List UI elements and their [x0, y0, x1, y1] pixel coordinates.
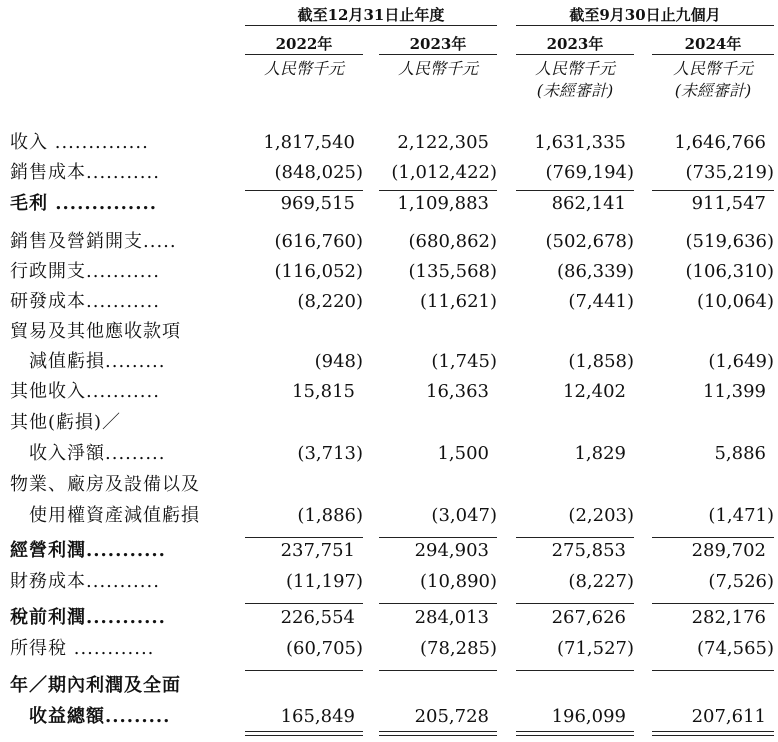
header-group-nine-months: 截至9月30日止九個月 [569, 6, 721, 24]
row-label: 毛利 .............. [10, 193, 157, 214]
row-value: 282,176 [691, 607, 766, 628]
row-value: (8,220) [297, 291, 363, 312]
col-unit-note-3: (未經審計) [536, 81, 614, 100]
row-value: (769,194) [545, 162, 634, 183]
col-year-1: 2022年 [275, 35, 333, 53]
row-label: 物業、廠房及設備以及 [10, 474, 200, 495]
row-value: 1,817,540 [263, 132, 355, 153]
row-value: (1,886) [297, 505, 363, 526]
row-value: (11,621) [419, 291, 497, 312]
row-value: 11,399 [703, 381, 766, 402]
header-group-annual: 截至12月31日止年度 [297, 6, 445, 24]
row-label: 收入淨額......... [10, 443, 166, 464]
row-label: 所得稅 ............ [10, 638, 155, 659]
col-year-2: 2023年 [409, 35, 467, 53]
row-value: (948) [314, 351, 363, 372]
row-value: (1,858) [568, 351, 634, 372]
row-value: (71,527) [556, 638, 634, 659]
row-value: 165,849 [280, 706, 355, 727]
row-value: (135,568) [408, 261, 497, 282]
row-value: (1,471) [708, 505, 774, 526]
row-value: 5,886 [714, 443, 766, 464]
row-value: (519,636) [685, 231, 774, 252]
row-value: 1,109,883 [397, 193, 489, 214]
row-value: 284,013 [414, 607, 489, 628]
row-value: (848,025) [274, 162, 363, 183]
row-value: (74,565) [696, 638, 774, 659]
row-label: 稅前利潤........... [10, 607, 166, 628]
row-value: (2,203) [568, 505, 634, 526]
row-value: 289,702 [691, 540, 766, 561]
row-value: (502,678) [545, 231, 634, 252]
row-value: 969,515 [280, 193, 355, 214]
row-value: (3,047) [431, 505, 497, 526]
row-value: 207,611 [691, 706, 766, 727]
col-year-4: 2024年 [684, 35, 742, 53]
row-label: 年／期內利潤及全面 [10, 675, 181, 696]
row-label: 貿易及其他應收款項 [10, 321, 181, 342]
col-unit-4: 人民幣千元 [672, 59, 753, 78]
col-unit-2: 人民幣千元 [397, 59, 478, 78]
row-label: 收益總額......... [10, 706, 171, 727]
row-value: (680,862) [408, 231, 497, 252]
row-label: 減值虧損......... [10, 351, 166, 372]
row-value: 205,728 [414, 706, 489, 727]
row-value: (106,310) [685, 261, 774, 282]
col-year-3: 2023年 [546, 35, 604, 53]
row-value: 267,626 [551, 607, 626, 628]
row-label: 研發成本........... [10, 291, 160, 312]
row-value: 226,554 [280, 607, 355, 628]
row-value: (10,064) [696, 291, 774, 312]
row-value: (7,526) [708, 571, 774, 592]
row-value: (735,219) [685, 162, 774, 183]
col-unit-3: 人民幣千元 [534, 59, 615, 78]
row-label: 其他收入........... [10, 381, 160, 402]
row-label: 銷售及營銷開支..... [10, 231, 177, 252]
row-value: 1,500 [437, 443, 489, 464]
row-value: (1,649) [708, 351, 774, 372]
row-value: 911,547 [691, 193, 766, 214]
row-label: 行政開支........... [10, 261, 160, 282]
row-value: (1,745) [431, 351, 497, 372]
row-value: 196,099 [551, 706, 626, 727]
col-unit-1: 人民幣千元 [263, 59, 344, 78]
row-value: 1,646,766 [674, 132, 766, 153]
row-value: 237,751 [280, 540, 355, 561]
row-label: 使用權資產減值虧損 [10, 505, 200, 526]
row-value: (3,713) [297, 443, 363, 464]
row-value: 275,853 [551, 540, 626, 561]
row-value: (60,705) [285, 638, 363, 659]
row-value: 2,122,305 [397, 132, 489, 153]
row-value: 862,141 [551, 193, 626, 214]
row-label: 經營利潤........... [10, 540, 166, 561]
row-value: (11,197) [285, 571, 363, 592]
row-label: 銷售成本........... [10, 162, 160, 183]
row-value: 1,829 [574, 443, 626, 464]
row-value: (78,285) [419, 638, 497, 659]
row-value: (1,012,422) [391, 162, 497, 183]
row-value: (116,052) [274, 261, 363, 282]
row-value: 15,815 [292, 381, 355, 402]
row-value: 12,402 [563, 381, 626, 402]
row-value: (616,760) [274, 231, 363, 252]
row-label: 其他(虧損)／ [10, 412, 122, 433]
row-value: (86,339) [556, 261, 634, 282]
row-label: 收入 .............. [10, 132, 149, 153]
row-label: 財務成本........... [10, 571, 160, 592]
row-value: (10,890) [419, 571, 497, 592]
row-value: 1,631,335 [534, 132, 626, 153]
col-unit-note-4: (未經審計) [674, 81, 752, 100]
row-value: 16,363 [426, 381, 489, 402]
row-value: (7,441) [568, 291, 634, 312]
row-value: 294,903 [414, 540, 489, 561]
row-value: (8,227) [568, 571, 634, 592]
